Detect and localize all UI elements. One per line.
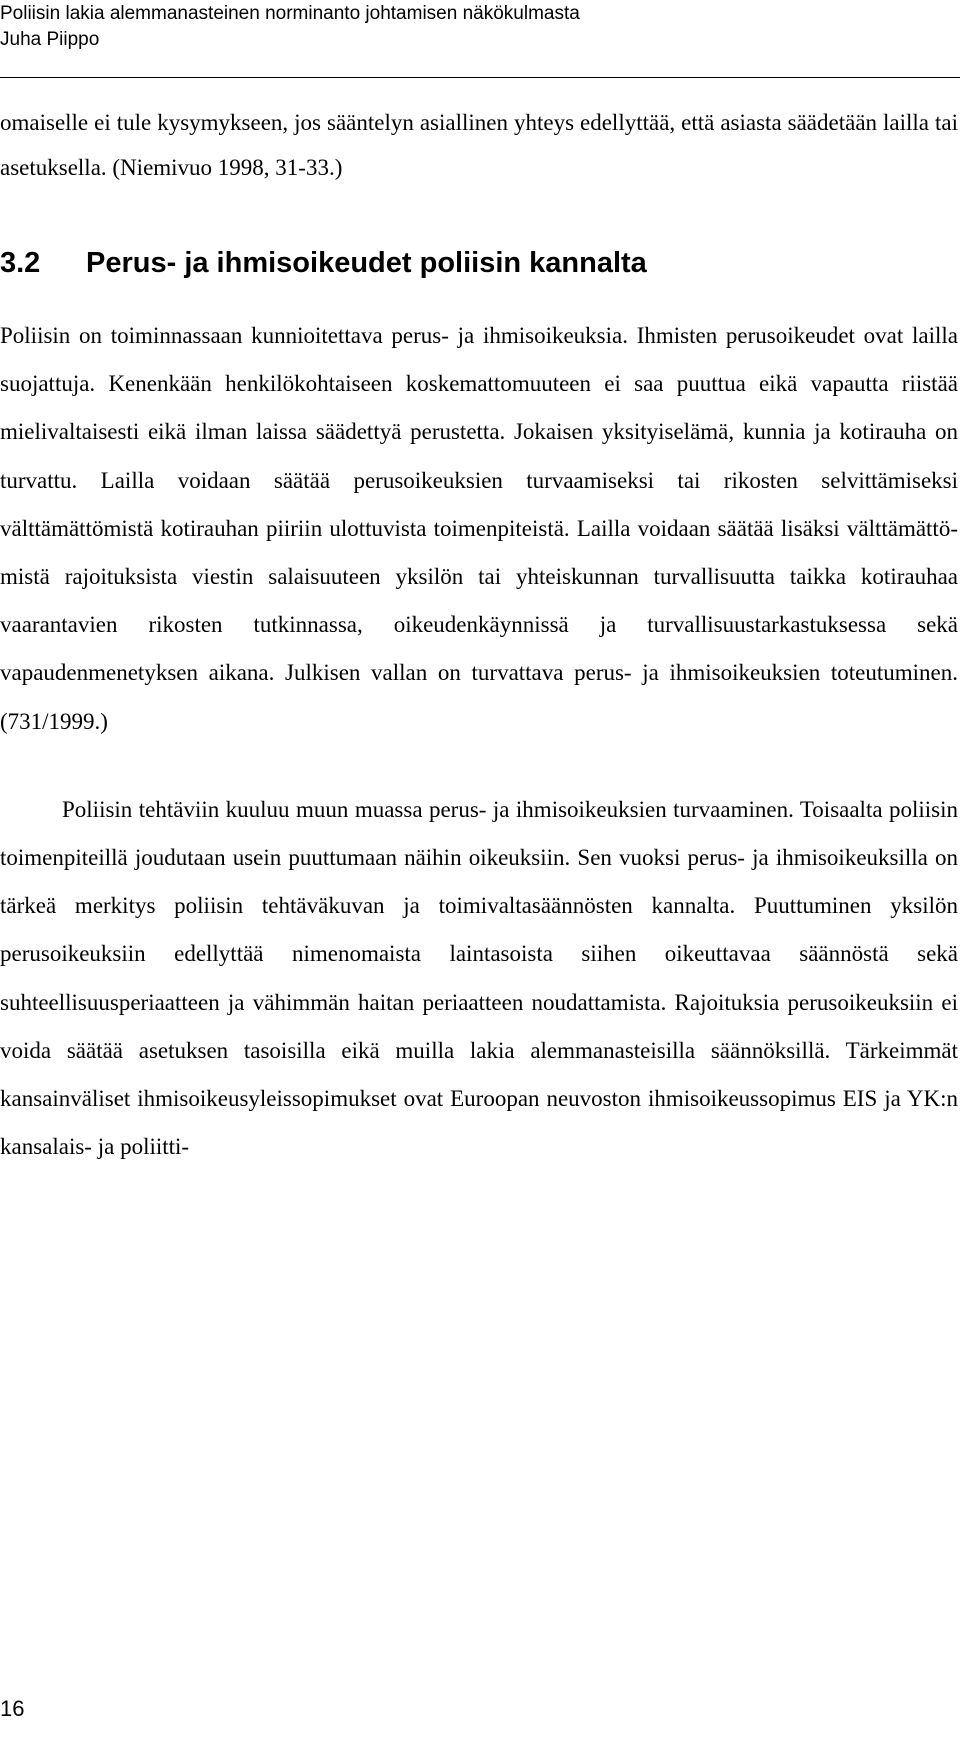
page-header bbox=[0, 0, 960, 79]
document-body bbox=[0, 100, 958, 1171]
section-heading bbox=[0, 246, 958, 280]
body-paragraph-continued: omaiselle ei tule kysymykseen, jos sääntelyn asiallinen yhteys edellyttää, että asiasta säädetään lailla tai asetuksella. (Niemivuo 1998, 31-33.) bbox=[0, 110, 958, 180]
header-rule bbox=[0, 77, 960, 78]
running-author: Juha Piippo bbox=[0, 29, 100, 50]
running-title: Poliisin lakia alemmanasteinen norminanto johtamisen näkökulmasta bbox=[0, 3, 580, 24]
body-paragraph: Poliisin tehtäviin kuuluu muun muassa perus- ja ihmisoikeuksien turvaaminen. Toisaalta poliisin toimenpiteillä joudutaan usein puuttumaan näihin oikeuksiin. Sen vuoksi perus- ja ihmisoikeuksilla on tärkeä merkitys poliisin tehtäväkuvan ja toimivaltasäännösten kannalta. Puuttuminen yksilön perusoikeuksiin edellyttää nimenomaista laintasoista siihen oikeuttavaa säännöstä sekä suhteellisuusperiaatteen ja vähimmän haitan periaatteen noudattamista. Rajoituksia perusoikeuksiin ei voida säätää asetuksen tasoisilla eikä muilla lakia alemmanasteisilla säännöksillä. Tärkeimmät kansainväliset ihmisoikeusyleissopimukset ovat Euroopan neuvoston ihmisoikeussopimus EIS ja YK:n kansalais- ja poliitti- bbox=[0, 796, 958, 1160]
section-number: 3.2 bbox=[0, 247, 41, 279]
section-title: Perus- ja ihmisoikeudet poliisin kannalta bbox=[86, 247, 647, 279]
body-paragraph: Poliisin on toiminnassaan kunnioitettava perus- ja ihmisoikeuksia. Ihmisten perusoikeudet ovat lailla suojattuja. Kenenkään henkilökohtaiseen koskemattomuuteen ei saa puuttua eikä vapautta riistää mielivaltaisesti eikä ilman laissa säädettyä perustetta. Jokaisen yksityiselämä, kunnia ja kotirauha on turvattu. Lailla voidaan säätää perusoikeuksien turvaamiseksi tai rikosten selvittämiseksi välttämättömistä kotirauhan piiriin ulottuvista toimenpiteistä. Lailla voidaan säätää lisäksi välttämättömistä rajoituksista viestin salaisuuteen yksilön tai yhteiskunnan turvallisuutta taikka kotirauhaa vaarantavien rikosten tutkinnassa, oikeudenkäynnissä ja turvallisuustarkastuksessa sekä vapaudenmenetyksen aikana. Julkisen vallan on turvattava perus- ja ihmisoikeuksien toteutuminen. (731/1999.) bbox=[0, 323, 958, 734]
page-number: 16 bbox=[0, 1696, 25, 1721]
